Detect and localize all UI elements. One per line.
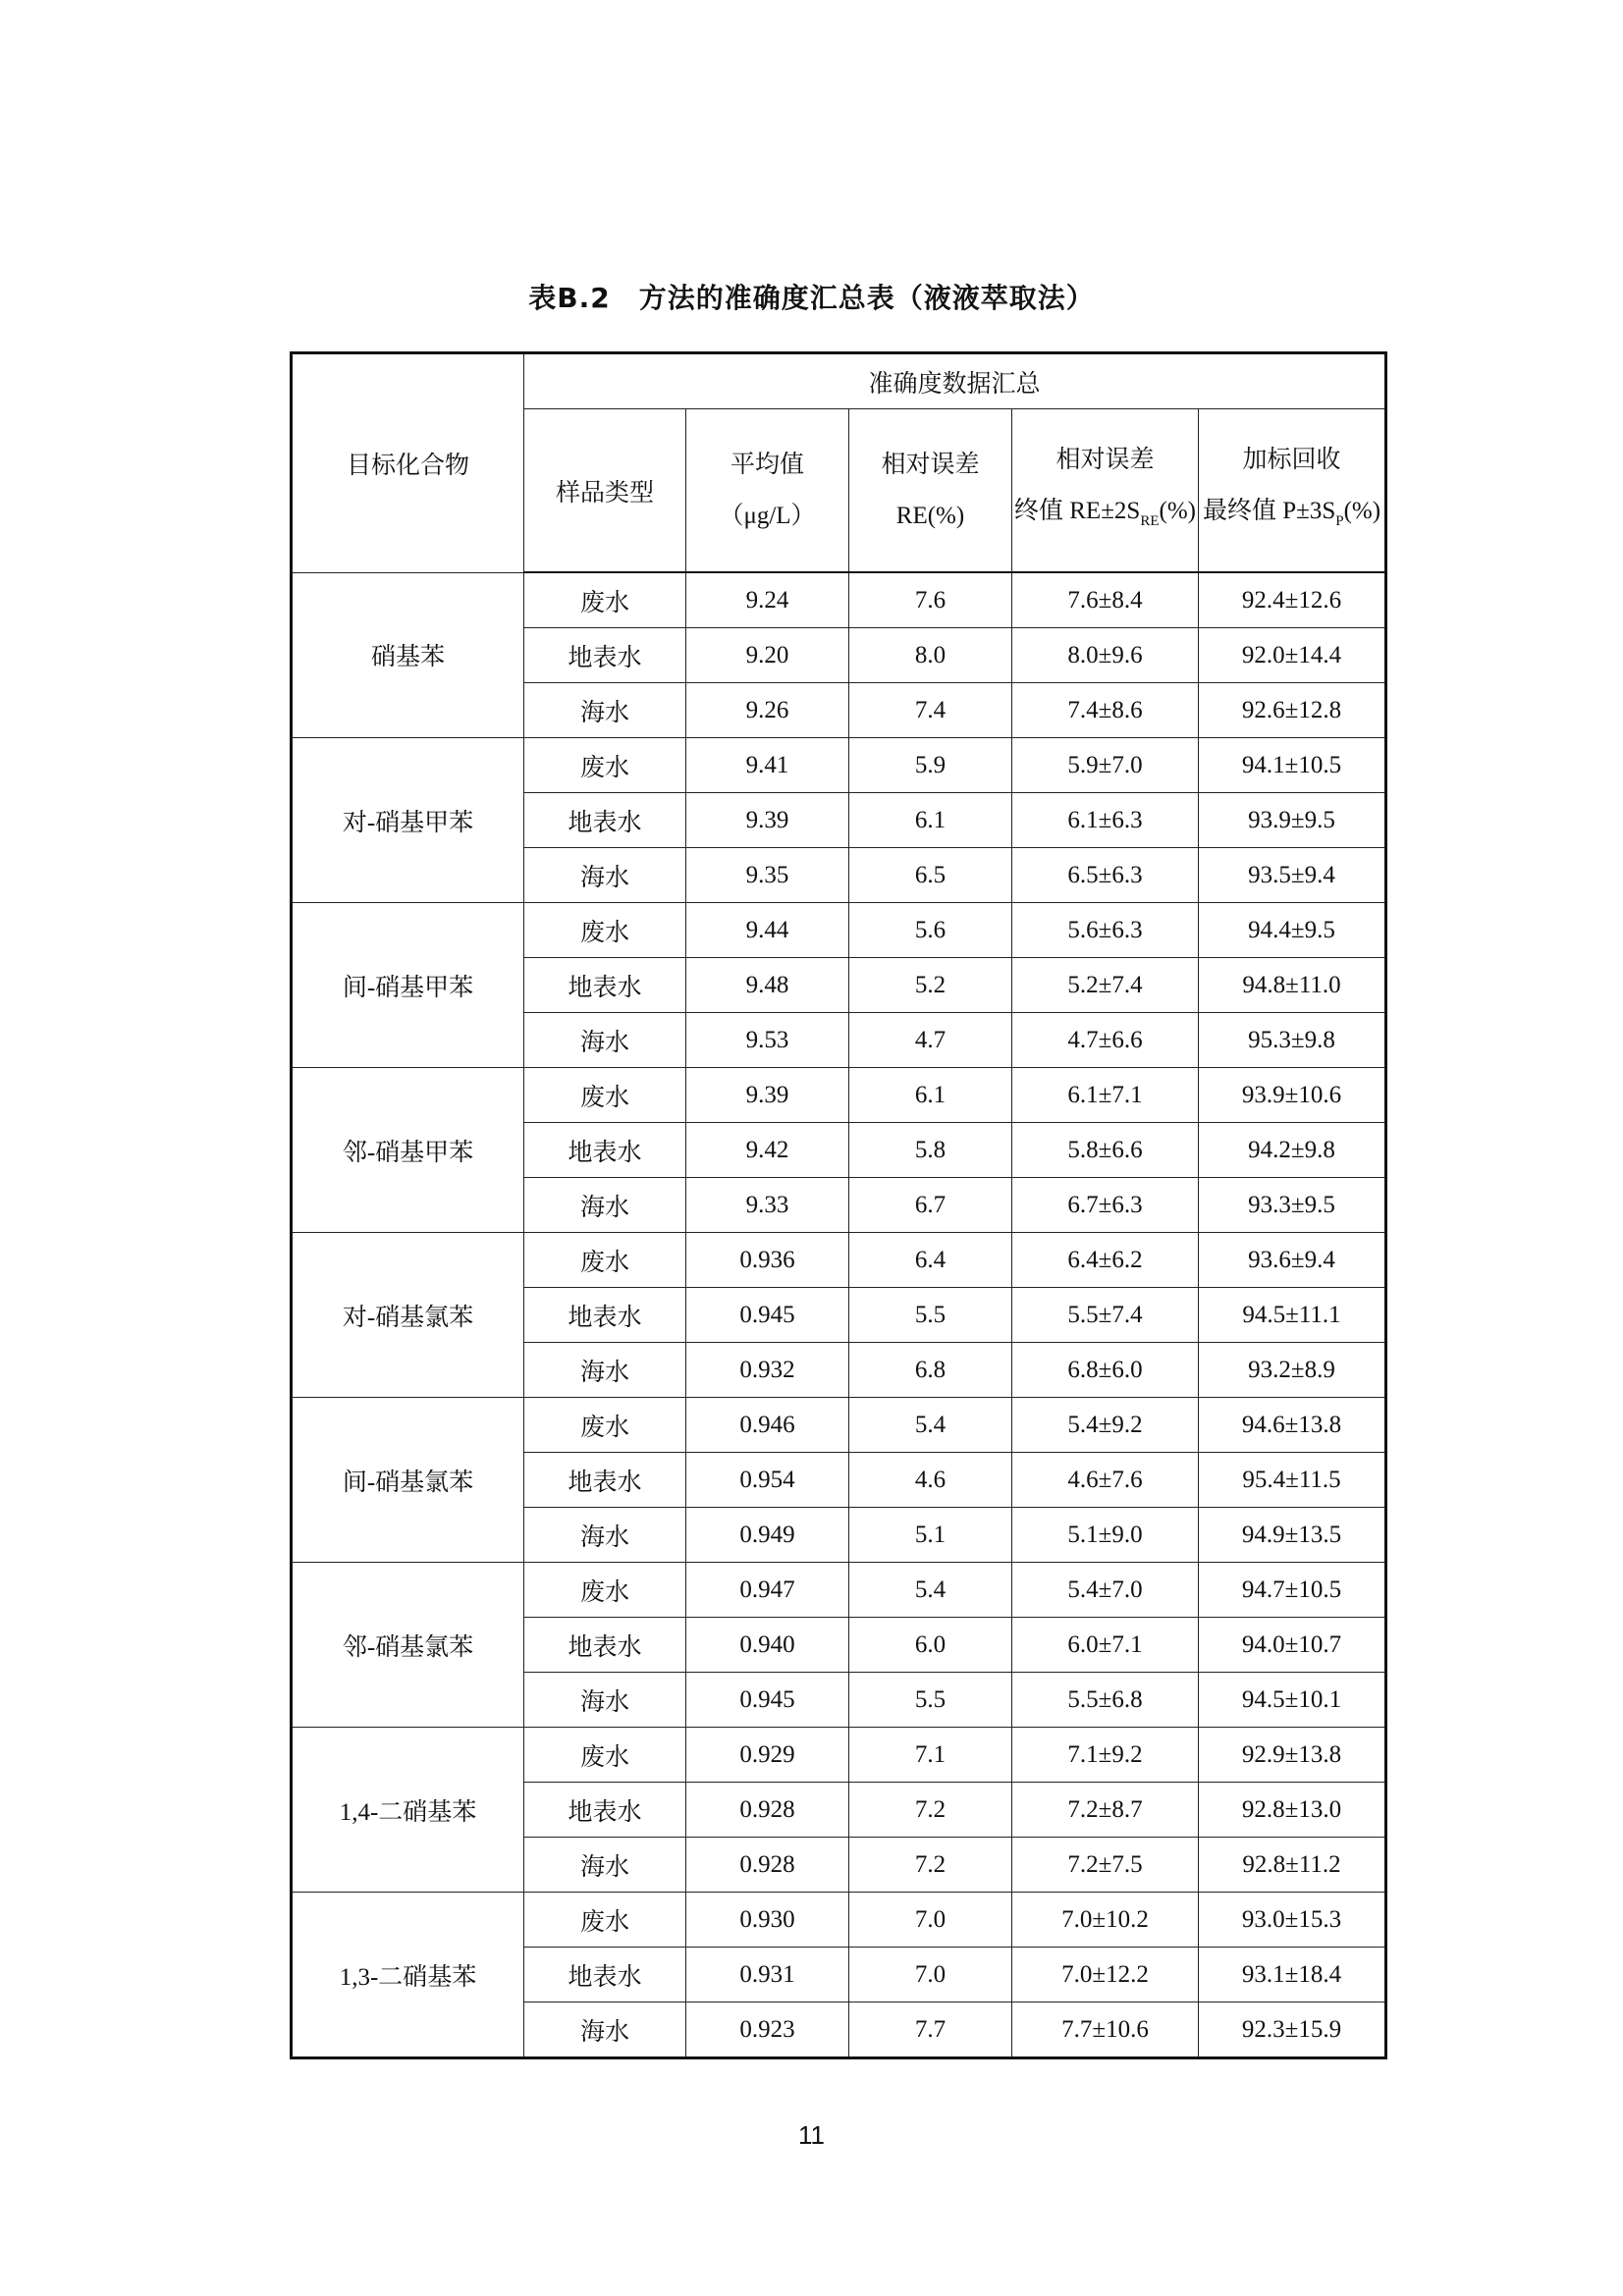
re-cell: 5.4 [849,1398,1012,1453]
rec-final-cell: 94.6±13.8 [1199,1398,1386,1453]
sample-cell: 海水 [524,1838,686,1893]
table-row [292,1068,1386,1123]
mean-cell: 0.931 [686,1948,849,2002]
re-final-cell: 7.4±8.6 [1012,683,1199,738]
table-title: 表B.2 方法的准确度汇总表（液液萃取法） [528,282,1095,314]
re-final-cell: 5.6±6.3 [1012,903,1199,958]
mean-cell: 0.928 [686,1838,849,1893]
sample-cell: 废水 [524,1398,686,1453]
rec-final-cell: 93.5±9.4 [1199,848,1386,903]
re-final-cell: 5.1±9.0 [1012,1508,1199,1563]
re-final-cell: 7.6±8.4 [1012,572,1199,628]
rec-final-cell: 93.1±18.4 [1199,1948,1386,2002]
table-row [292,1398,1386,1453]
mean-cell: 9.48 [686,958,849,1013]
mean-cell: 9.20 [686,628,849,683]
rec-final-cell: 92.9±13.8 [1199,1728,1386,1783]
re-final-cell: 5.4±9.2 [1012,1398,1199,1453]
header-rec-final-suffix: (%) [1343,497,1381,524]
re-cell: 6.4 [849,1233,1012,1288]
re-final-cell: 6.4±6.2 [1012,1233,1199,1288]
re-cell: 5.2 [849,958,1012,1013]
mean-cell: 9.26 [686,683,849,738]
rec-final-cell: 94.7±10.5 [1199,1563,1386,1618]
rec-final-cell: 95.3±9.8 [1199,1013,1386,1068]
mean-cell: 0.930 [686,1893,849,1948]
sample-cell: 废水 [524,1893,686,1948]
re-final-cell: 5.2±7.4 [1012,958,1199,1013]
mean-cell: 0.945 [686,1288,849,1343]
rec-final-cell: 95.4±11.5 [1199,1453,1386,1508]
table-row [292,572,1386,628]
header-re-line2: RE(%) [895,502,965,529]
header-re-final-suffix: (%) [1159,497,1196,524]
header-rec-final-prefix: 最终值 P±3S [1202,497,1336,524]
sample-cell: 废水 [524,1563,686,1618]
header-relative-error [849,409,1012,573]
header-compound: 目标化合物 [292,353,524,573]
rec-final-cell: 94.0±10.7 [1199,1618,1386,1673]
mean-cell: 9.42 [686,1123,849,1178]
re-final-cell: 6.1±6.3 [1012,793,1199,848]
re-cell: 5.6 [849,903,1012,958]
re-final-cell: 6.8±6.0 [1012,1343,1199,1398]
sample-cell: 地表水 [524,1618,686,1673]
mean-cell: 0.954 [686,1453,849,1508]
rec-final-cell: 93.3±9.5 [1199,1178,1386,1233]
header-re-final-sub: RE [1140,512,1160,529]
mean-cell: 9.53 [686,1013,849,1068]
re-final-cell: 6.5±6.3 [1012,848,1199,903]
sample-cell: 地表水 [524,958,686,1013]
mean-cell: 9.39 [686,1068,849,1123]
rec-final-cell: 92.3±15.9 [1199,2002,1386,2058]
sample-cell: 地表水 [524,1288,686,1343]
mean-cell: 9.35 [686,848,849,903]
sample-cell: 废水 [524,903,686,958]
mean-cell: 0.928 [686,1783,849,1838]
table-row [292,1728,1386,1783]
re-final-cell: 7.0±12.2 [1012,1948,1199,2002]
re-cell: 5.4 [849,1563,1012,1618]
re-cell: 5.8 [849,1123,1012,1178]
header-mean [686,409,849,573]
sample-cell: 地表水 [524,793,686,848]
mean-cell: 0.929 [686,1728,849,1783]
header-rec-final-line1: 加标回收 [1242,446,1341,473]
re-final-cell: 6.7±6.3 [1012,1178,1199,1233]
rec-final-cell: 93.0±15.3 [1199,1893,1386,1948]
re-cell: 7.4 [849,683,1012,738]
sample-cell: 海水 [524,848,686,903]
table-row [292,1563,1386,1618]
re-final-cell: 5.5±6.8 [1012,1673,1199,1728]
sample-cell: 废水 [524,738,686,793]
compound-cell: 硝基苯 [292,572,524,738]
re-final-cell: 7.0±10.2 [1012,1893,1199,1948]
re-cell: 7.1 [849,1728,1012,1783]
mean-cell: 9.39 [686,793,849,848]
mean-cell: 0.932 [686,1343,849,1398]
compound-cell: 1,4-二硝基苯 [292,1728,524,1893]
re-final-cell: 6.0±7.1 [1012,1618,1199,1673]
rec-final-cell: 93.9±10.6 [1199,1068,1386,1123]
re-cell: 7.7 [849,2002,1012,2058]
mean-cell: 0.936 [686,1233,849,1288]
re-cell: 6.1 [849,1068,1012,1123]
sample-cell: 地表水 [524,1453,686,1508]
sample-cell: 地表水 [524,1948,686,2002]
re-final-cell: 5.9±7.0 [1012,738,1199,793]
compound-cell: 间-硝基甲苯 [292,903,524,1068]
header-mean-line1: 平均值 [730,451,804,478]
rec-final-cell: 94.5±10.1 [1199,1673,1386,1728]
sample-cell: 海水 [524,1013,686,1068]
table-row [292,738,1386,793]
re-cell: 8.0 [849,628,1012,683]
mean-cell: 0.947 [686,1563,849,1618]
compound-cell: 对-硝基氯苯 [292,1233,524,1398]
sample-cell: 地表水 [524,1123,686,1178]
sample-cell: 海水 [524,1508,686,1563]
page-number: 11 [798,2120,825,2150]
mean-cell: 0.946 [686,1398,849,1453]
re-cell: 7.0 [849,1948,1012,2002]
rec-final-cell: 94.8±11.0 [1199,958,1386,1013]
mean-cell: 0.940 [686,1618,849,1673]
header-rec-final-line2 [1199,486,1384,547]
re-cell: 7.2 [849,1838,1012,1893]
re-final-cell: 4.6±7.6 [1012,1453,1199,1508]
rec-final-cell: 93.9±9.5 [1199,793,1386,848]
re-cell: 4.6 [849,1453,1012,1508]
header-rec-final-sub: P [1335,512,1344,529]
re-cell: 7.2 [849,1783,1012,1838]
header-re-final-line1: 相对误差 [1055,446,1155,473]
sample-cell: 废水 [524,1233,686,1288]
rec-final-cell: 94.4±9.5 [1199,903,1386,958]
header-re-line1: 相对误差 [881,451,980,478]
compound-cell: 1,3-二硝基苯 [292,1893,524,2058]
rec-final-cell: 94.2±9.8 [1199,1123,1386,1178]
re-cell: 5.5 [849,1288,1012,1343]
header-re-final-line2 [1012,486,1198,547]
header-sample-type: 样品类型 [524,409,686,573]
rec-final-cell: 93.6±9.4 [1199,1233,1386,1288]
re-final-cell: 7.1±9.2 [1012,1728,1199,1783]
sample-cell: 海水 [524,1673,686,1728]
accuracy-table [290,351,1387,2059]
table-row [292,903,1386,958]
re-cell: 6.7 [849,1178,1012,1233]
re-final-cell: 5.5±7.4 [1012,1288,1199,1343]
sample-cell: 海水 [524,1343,686,1398]
table-body [292,572,1386,2058]
re-final-cell: 5.8±6.6 [1012,1123,1199,1178]
mean-cell: 9.33 [686,1178,849,1233]
re-final-cell: 4.7±6.6 [1012,1013,1199,1068]
compound-cell: 邻-硝基甲苯 [292,1068,524,1233]
re-final-cell: 5.4±7.0 [1012,1563,1199,1618]
re-final-cell: 6.1±7.1 [1012,1068,1199,1123]
rec-final-cell: 94.9±13.5 [1199,1508,1386,1563]
sample-cell: 海水 [524,1178,686,1233]
compound-cell: 间-硝基氯苯 [292,1398,524,1563]
rec-final-cell: 94.1±10.5 [1199,738,1386,793]
compound-cell: 邻-硝基氯苯 [292,1563,524,1728]
re-cell: 7.6 [849,572,1012,628]
header-re-final [1012,409,1199,573]
sample-cell: 废水 [524,1068,686,1123]
rec-final-cell: 93.2±8.9 [1199,1343,1386,1398]
rec-final-cell: 94.5±11.1 [1199,1288,1386,1343]
table-row [292,1893,1386,1948]
header-recovery-final [1199,409,1386,573]
sample-cell: 地表水 [524,1783,686,1838]
re-cell: 6.5 [849,848,1012,903]
re-cell: 5.1 [849,1508,1012,1563]
header-mean-line2: （μg/L） [719,502,816,529]
re-final-cell: 7.2±8.7 [1012,1783,1199,1838]
compound-cell: 对-硝基甲苯 [292,738,524,903]
re-cell: 6.8 [849,1343,1012,1398]
re-cell: 7.0 [849,1893,1012,1948]
sample-cell: 海水 [524,2002,686,2058]
sample-cell: 海水 [524,683,686,738]
re-final-cell: 7.7±10.6 [1012,2002,1199,2058]
re-cell: 6.0 [849,1618,1012,1673]
table-row [292,1233,1386,1288]
re-cell: 5.5 [849,1673,1012,1728]
sample-cell: 地表水 [524,628,686,683]
mean-cell: 0.945 [686,1673,849,1728]
re-final-cell: 7.2±7.5 [1012,1838,1199,1893]
re-final-cell: 8.0±9.6 [1012,628,1199,683]
rec-final-cell: 92.8±13.0 [1199,1783,1386,1838]
mean-cell: 0.949 [686,1508,849,1563]
sample-cell: 废水 [524,1728,686,1783]
mean-cell: 9.44 [686,903,849,958]
header-accuracy-summary: 准确度数据汇总 [524,353,1386,409]
re-cell: 4.7 [849,1013,1012,1068]
rec-final-cell: 92.4±12.6 [1199,572,1386,628]
mean-cell: 9.41 [686,738,849,793]
rec-final-cell: 92.8±11.2 [1199,1838,1386,1893]
re-cell: 6.1 [849,793,1012,848]
rec-final-cell: 92.6±12.8 [1199,683,1386,738]
mean-cell: 0.923 [686,2002,849,2058]
re-cell: 5.9 [849,738,1012,793]
header-re-final-prefix: 终值 RE±2S [1014,497,1141,524]
sample-cell: 废水 [524,572,686,628]
rec-final-cell: 92.0±14.4 [1199,628,1386,683]
mean-cell: 9.24 [686,572,849,628]
